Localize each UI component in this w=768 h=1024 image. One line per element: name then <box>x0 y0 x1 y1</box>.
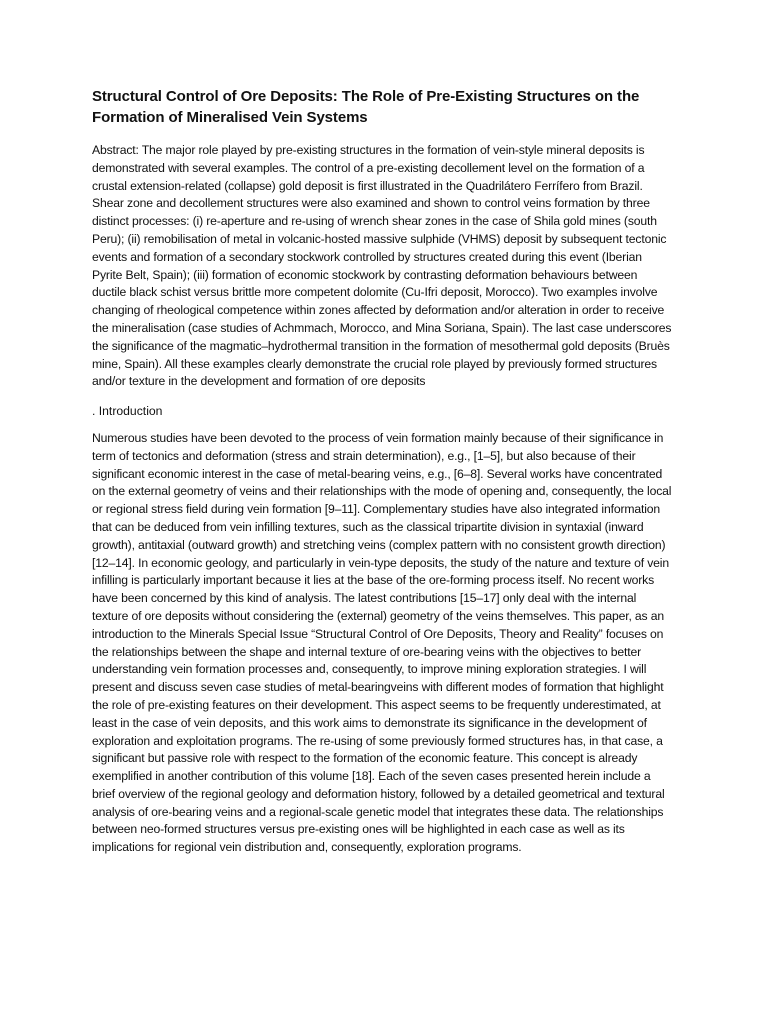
introduction-paragraph: Numerous studies have been devoted to the process of vein formation mainly because of their significance in term of tectonics and deformation (stress and strain determination), e.g., [1–5], but also because of their significant economic interest in the case of metal-bearing veins, e.g., [6–8]. Several works have concentrated on the external geometry of veins and their relationships with the mode of opening and, consequently, the local or regional stress field during vein formation [9–11]. Complementary studies have also integrated information that can be deduced from vein infilling textures, such as the classical tripartite division in syntaxial (inward growth), antitaxial (outward growth) and stretching veins (complex pattern with no consistent growth direction) [12–14]. In economic geology, and particularly in vein-type deposits, the study of the nature and texture of vein infilling is particularly important because it lies at the base of the ore-forming process itself. No recent works have been concerned by this kind of analysis. The latest contributions [15–17] only deal with the internal texture of ore deposits without considering the (external) geometry of the veins themselves. This paper, as an introduction to the Minerals Special Issue “Structural Control of Ore Deposits, Theory and Reality” focuses on the relationships between the shape and internal texture of ore-bearing veins with the objectives to better understanding vein formation processes and, consequently, to improve mining exploration strategies. I will present and discuss seven case studies of metal-bearingveins with different modes of formation that highlight the role of pre-existing features on their development. This aspect seems to be frequently underestimated, at least in the case of vein deposits, and this work aims to demonstrate its significance in the development of exploration and exploitation programs. The re-using of some previously formed structures has, in that case, a significant but passive role with respect to the formation of the economic feature. This concept is already exemplified in another contribution of this volume [18]. Each of the seven cases presented herein include a brief overview of the regional geology and deformation history, followed by a detailed geometrical and textural analysis of ore-bearing veins and a regional-scale genetic model that integrates these data. The relationships between neo-formed structures versus pre-existing ones will be highlighted in each case as well as its implications for regional vein distribution and, consequently, exploration programs. <box>92 430 672 855</box>
section-heading-introduction: . Introduction <box>92 404 163 419</box>
paper-title: Structural Control of Ore Deposits: The Role of Pre-Existing Structures on the Formation of Mineralised Vein Systems <box>92 88 640 126</box>
abstract-paragraph: Abstract: The major role played by pre-existing structures in the formation of vein-style mineral deposits is demonstrated with several examples. The control of a pre-existing decollement level on the formation of a crustal extension-related (collapse) gold deposit is first illustrated in the Quadrilátero Ferrífero from Brazil. Shear zone and decollement structures were also examined and shown to control veins formation by three distinct processes: (i) re-aperture and re-using of wrench shear zones in the case of Shila gold mines (south Peru); (ii) remobilisation of metal in volcanic-hosted massive sulphide (VHMS) deposit by subsequent tectonic events and formation of a secondary stockwork controlled by structures created during this event (Iberian Pyrite Belt, Spain); (iii) formation of economic stockwork by contrasting deformation behaviours between ductile black schist versus brittle more competent dolomite (Cu-Ifri deposit, Morocco). Two examples involve changing of rheological competence within zones affected by deformation and/or alteration in order to receive the mineralisation (case studies of Achmmach, Morocco, and Mina Soriana, Spain). The last case underscores the significance of the magmatic–hydrothermal transition in the formation of mesothermal gold deposits (Bruès mine, Spain). All these examples clearly demonstrate the crucial role played by previously formed structures and/or texture in the development and formation of ore deposits <box>92 143 672 389</box>
